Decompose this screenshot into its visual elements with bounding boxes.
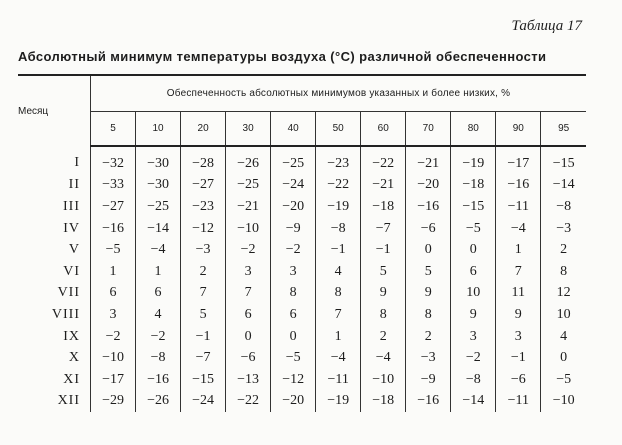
temperature-cell: −17 [496, 146, 541, 175]
temperature-cell: −11 [496, 391, 541, 413]
temperature-cell: −26 [136, 391, 181, 413]
temperature-cell: 1 [136, 261, 181, 283]
temperature-cell: −7 [181, 347, 226, 369]
temperature-cell: 0 [541, 347, 586, 369]
temperature-cell: −3 [406, 347, 451, 369]
temperature-cell: −15 [451, 196, 496, 218]
temperature-cell: −4 [316, 347, 361, 369]
temperature-cell: −22 [316, 175, 361, 197]
temperature-cell: −24 [181, 391, 226, 413]
temperature-cell: 4 [136, 304, 181, 326]
temperature-cell: −6 [406, 218, 451, 240]
percent-header: 50 [316, 112, 361, 147]
temperature-cell: −4 [136, 239, 181, 261]
temperature-cell: −16 [406, 391, 451, 413]
temperature-cell: −13 [226, 369, 271, 391]
temperature-cell: −28 [181, 146, 226, 175]
temperature-cell: −11 [316, 369, 361, 391]
temperature-cell: −14 [541, 175, 586, 197]
temperature-cell: −11 [496, 196, 541, 218]
temperature-cell: 3 [271, 261, 316, 283]
temperature-cell: 5 [406, 261, 451, 283]
temperature-cell: 6 [451, 261, 496, 283]
temperature-cell: −10 [541, 391, 586, 413]
table-row [18, 218, 586, 240]
percent-header: 30 [226, 112, 271, 147]
table-row [18, 304, 586, 326]
table-title: Абсолютный минимум температуры воздуха (°C) различной обеспеченности [18, 49, 547, 64]
table-row [18, 239, 586, 261]
temperature-cell: −10 [361, 369, 406, 391]
temperature-cell: 9 [496, 304, 541, 326]
temperature-cell: −29 [91, 391, 136, 413]
temperature-cell: 7 [226, 283, 271, 305]
month-label: VI [18, 261, 91, 283]
month-label: XII [18, 391, 91, 413]
temperature-cell: −21 [406, 146, 451, 175]
temperature-cell: 0 [406, 239, 451, 261]
temperature-cell: −2 [271, 239, 316, 261]
temperature-cell: −8 [136, 347, 181, 369]
table-row [18, 326, 586, 348]
temperature-cell: −1 [361, 239, 406, 261]
temperature-cell: −15 [181, 369, 226, 391]
temperature-cell: −8 [316, 218, 361, 240]
temperature-cell: −1 [316, 239, 361, 261]
temperature-cell: −14 [136, 218, 181, 240]
temperature-cell: 10 [541, 304, 586, 326]
temperature-cell: 3 [91, 304, 136, 326]
temperature-cell: −23 [181, 196, 226, 218]
month-label: X [18, 347, 91, 369]
temperature-cell: −2 [451, 347, 496, 369]
temperature-cell: −12 [271, 369, 316, 391]
temperature-cell: 7 [181, 283, 226, 305]
temperature-cell: 6 [226, 304, 271, 326]
temperature-cell: −30 [136, 175, 181, 197]
table-row [18, 196, 586, 218]
temperature-cell: −20 [271, 196, 316, 218]
month-label: XI [18, 369, 91, 391]
temperature-cell: 2 [361, 326, 406, 348]
temperature-cell: −27 [181, 175, 226, 197]
temperature-cell: −24 [271, 175, 316, 197]
temperature-cell: −4 [496, 218, 541, 240]
temperature-cell: −5 [271, 347, 316, 369]
month-label: IV [18, 218, 91, 240]
temperature-cell: −19 [316, 196, 361, 218]
temperature-cell: 10 [451, 283, 496, 305]
temperature-cell: 3 [226, 261, 271, 283]
temperature-cell: −18 [361, 391, 406, 413]
temperature-cell: 9 [451, 304, 496, 326]
percent-header: 80 [451, 112, 496, 147]
temperature-cell: −16 [406, 196, 451, 218]
table-row [18, 369, 586, 391]
temperature-cell: 6 [91, 283, 136, 305]
temperature-cell: −2 [226, 239, 271, 261]
month-label: III [18, 196, 91, 218]
temperature-cell: 2 [181, 261, 226, 283]
temperature-cell: 7 [316, 304, 361, 326]
temperature-cell: −1 [496, 347, 541, 369]
temperature-cell: −25 [136, 196, 181, 218]
temperature-cell: 8 [406, 304, 451, 326]
temperature-cell: −19 [316, 391, 361, 413]
temperature-cell: −17 [91, 369, 136, 391]
percent-header: 5 [91, 112, 136, 147]
temperature-cell: −5 [91, 239, 136, 261]
temperature-cell: −8 [451, 369, 496, 391]
temperature-cell: −9 [271, 218, 316, 240]
temperature-cell: −16 [91, 218, 136, 240]
temperature-cell: 2 [406, 326, 451, 348]
temperature-cell: −3 [181, 239, 226, 261]
percent-header: 60 [361, 112, 406, 147]
temperature-cell: 7 [496, 261, 541, 283]
month-label: VIII [18, 304, 91, 326]
temperature-cell: −25 [271, 146, 316, 175]
temperature-cell: −21 [226, 196, 271, 218]
temperature-cell: −25 [226, 175, 271, 197]
temperature-cell: −32 [91, 146, 136, 175]
month-column-header: Месяц [18, 75, 91, 146]
temperature-cell: 3 [496, 326, 541, 348]
temperature-cell: −30 [136, 146, 181, 175]
temperature-cell: −16 [496, 175, 541, 197]
temperature-cell: −5 [541, 369, 586, 391]
percent-header: 20 [181, 112, 226, 147]
temperature-cell: −7 [361, 218, 406, 240]
month-label: VII [18, 283, 91, 305]
percent-header: 10 [136, 112, 181, 147]
temperature-cell: 0 [271, 326, 316, 348]
table-row [18, 261, 586, 283]
temperature-cell: 8 [361, 304, 406, 326]
table-row [18, 175, 586, 197]
temperature-cell: −8 [541, 196, 586, 218]
temperature-cell: −2 [91, 326, 136, 348]
temperature-cell: −10 [91, 347, 136, 369]
temperature-cell: 9 [361, 283, 406, 305]
percent-header: 70 [406, 112, 451, 147]
table-row [18, 283, 586, 305]
temperature-cell: −9 [406, 369, 451, 391]
temperature-cell: −15 [541, 146, 586, 175]
temperature-cell: −23 [316, 146, 361, 175]
temperature-cell: 12 [541, 283, 586, 305]
temperature-cell: −2 [136, 326, 181, 348]
temperature-cell: −6 [496, 369, 541, 391]
temperature-cell: −6 [226, 347, 271, 369]
probability-group-header: Обеспеченность абсолютных минимумов указанных и более низких, % [91, 75, 587, 112]
temperature-cell: 5 [361, 261, 406, 283]
temperature-cell: −22 [226, 391, 271, 413]
percent-header: 90 [496, 112, 541, 147]
temperature-cell: 8 [541, 261, 586, 283]
month-label: IX [18, 326, 91, 348]
temperature-cell: −5 [451, 218, 496, 240]
temperature-cell: −26 [226, 146, 271, 175]
percent-header: 40 [271, 112, 316, 147]
month-label: I [18, 146, 91, 175]
temperature-cell: −14 [451, 391, 496, 413]
temperature-cell: −3 [541, 218, 586, 240]
temperature-cell: −18 [361, 196, 406, 218]
table-number: Таблица 17 [511, 18, 582, 34]
temperature-cell: −21 [361, 175, 406, 197]
temperature-cell: −33 [91, 175, 136, 197]
temperature-cell: 1 [496, 239, 541, 261]
percent-header: 95 [541, 112, 586, 147]
temperature-cell: −10 [226, 218, 271, 240]
temperature-cell: −18 [451, 175, 496, 197]
table-row [18, 146, 586, 175]
temperature-cell: −27 [91, 196, 136, 218]
temperature-cell: 4 [541, 326, 586, 348]
temperature-cell: 6 [271, 304, 316, 326]
temperature-cell: 3 [451, 326, 496, 348]
month-label: II [18, 175, 91, 197]
temperature-cell: 11 [496, 283, 541, 305]
temperature-cell: 8 [271, 283, 316, 305]
temperature-cell: 1 [316, 326, 361, 348]
temperature-cell: −20 [271, 391, 316, 413]
temperature-cell: 1 [91, 261, 136, 283]
temperature-cell: −16 [136, 369, 181, 391]
temperature-cell: 5 [181, 304, 226, 326]
temperature-cell: 8 [316, 283, 361, 305]
temperature-cell: 6 [136, 283, 181, 305]
temperature-cell: −22 [361, 146, 406, 175]
temperature-table [18, 74, 586, 412]
temperature-cell: 0 [451, 239, 496, 261]
temperature-cell: 0 [226, 326, 271, 348]
temperature-cell: −4 [361, 347, 406, 369]
table-row [18, 347, 586, 369]
month-label: V [18, 239, 91, 261]
temperature-cell: 9 [406, 283, 451, 305]
temperature-cell: −12 [181, 218, 226, 240]
table-row [18, 391, 586, 413]
temperature-cell: 4 [316, 261, 361, 283]
temperature-cell: 2 [541, 239, 586, 261]
temperature-cell: −20 [406, 175, 451, 197]
temperature-cell: −1 [181, 326, 226, 348]
temperature-cell: −19 [451, 146, 496, 175]
